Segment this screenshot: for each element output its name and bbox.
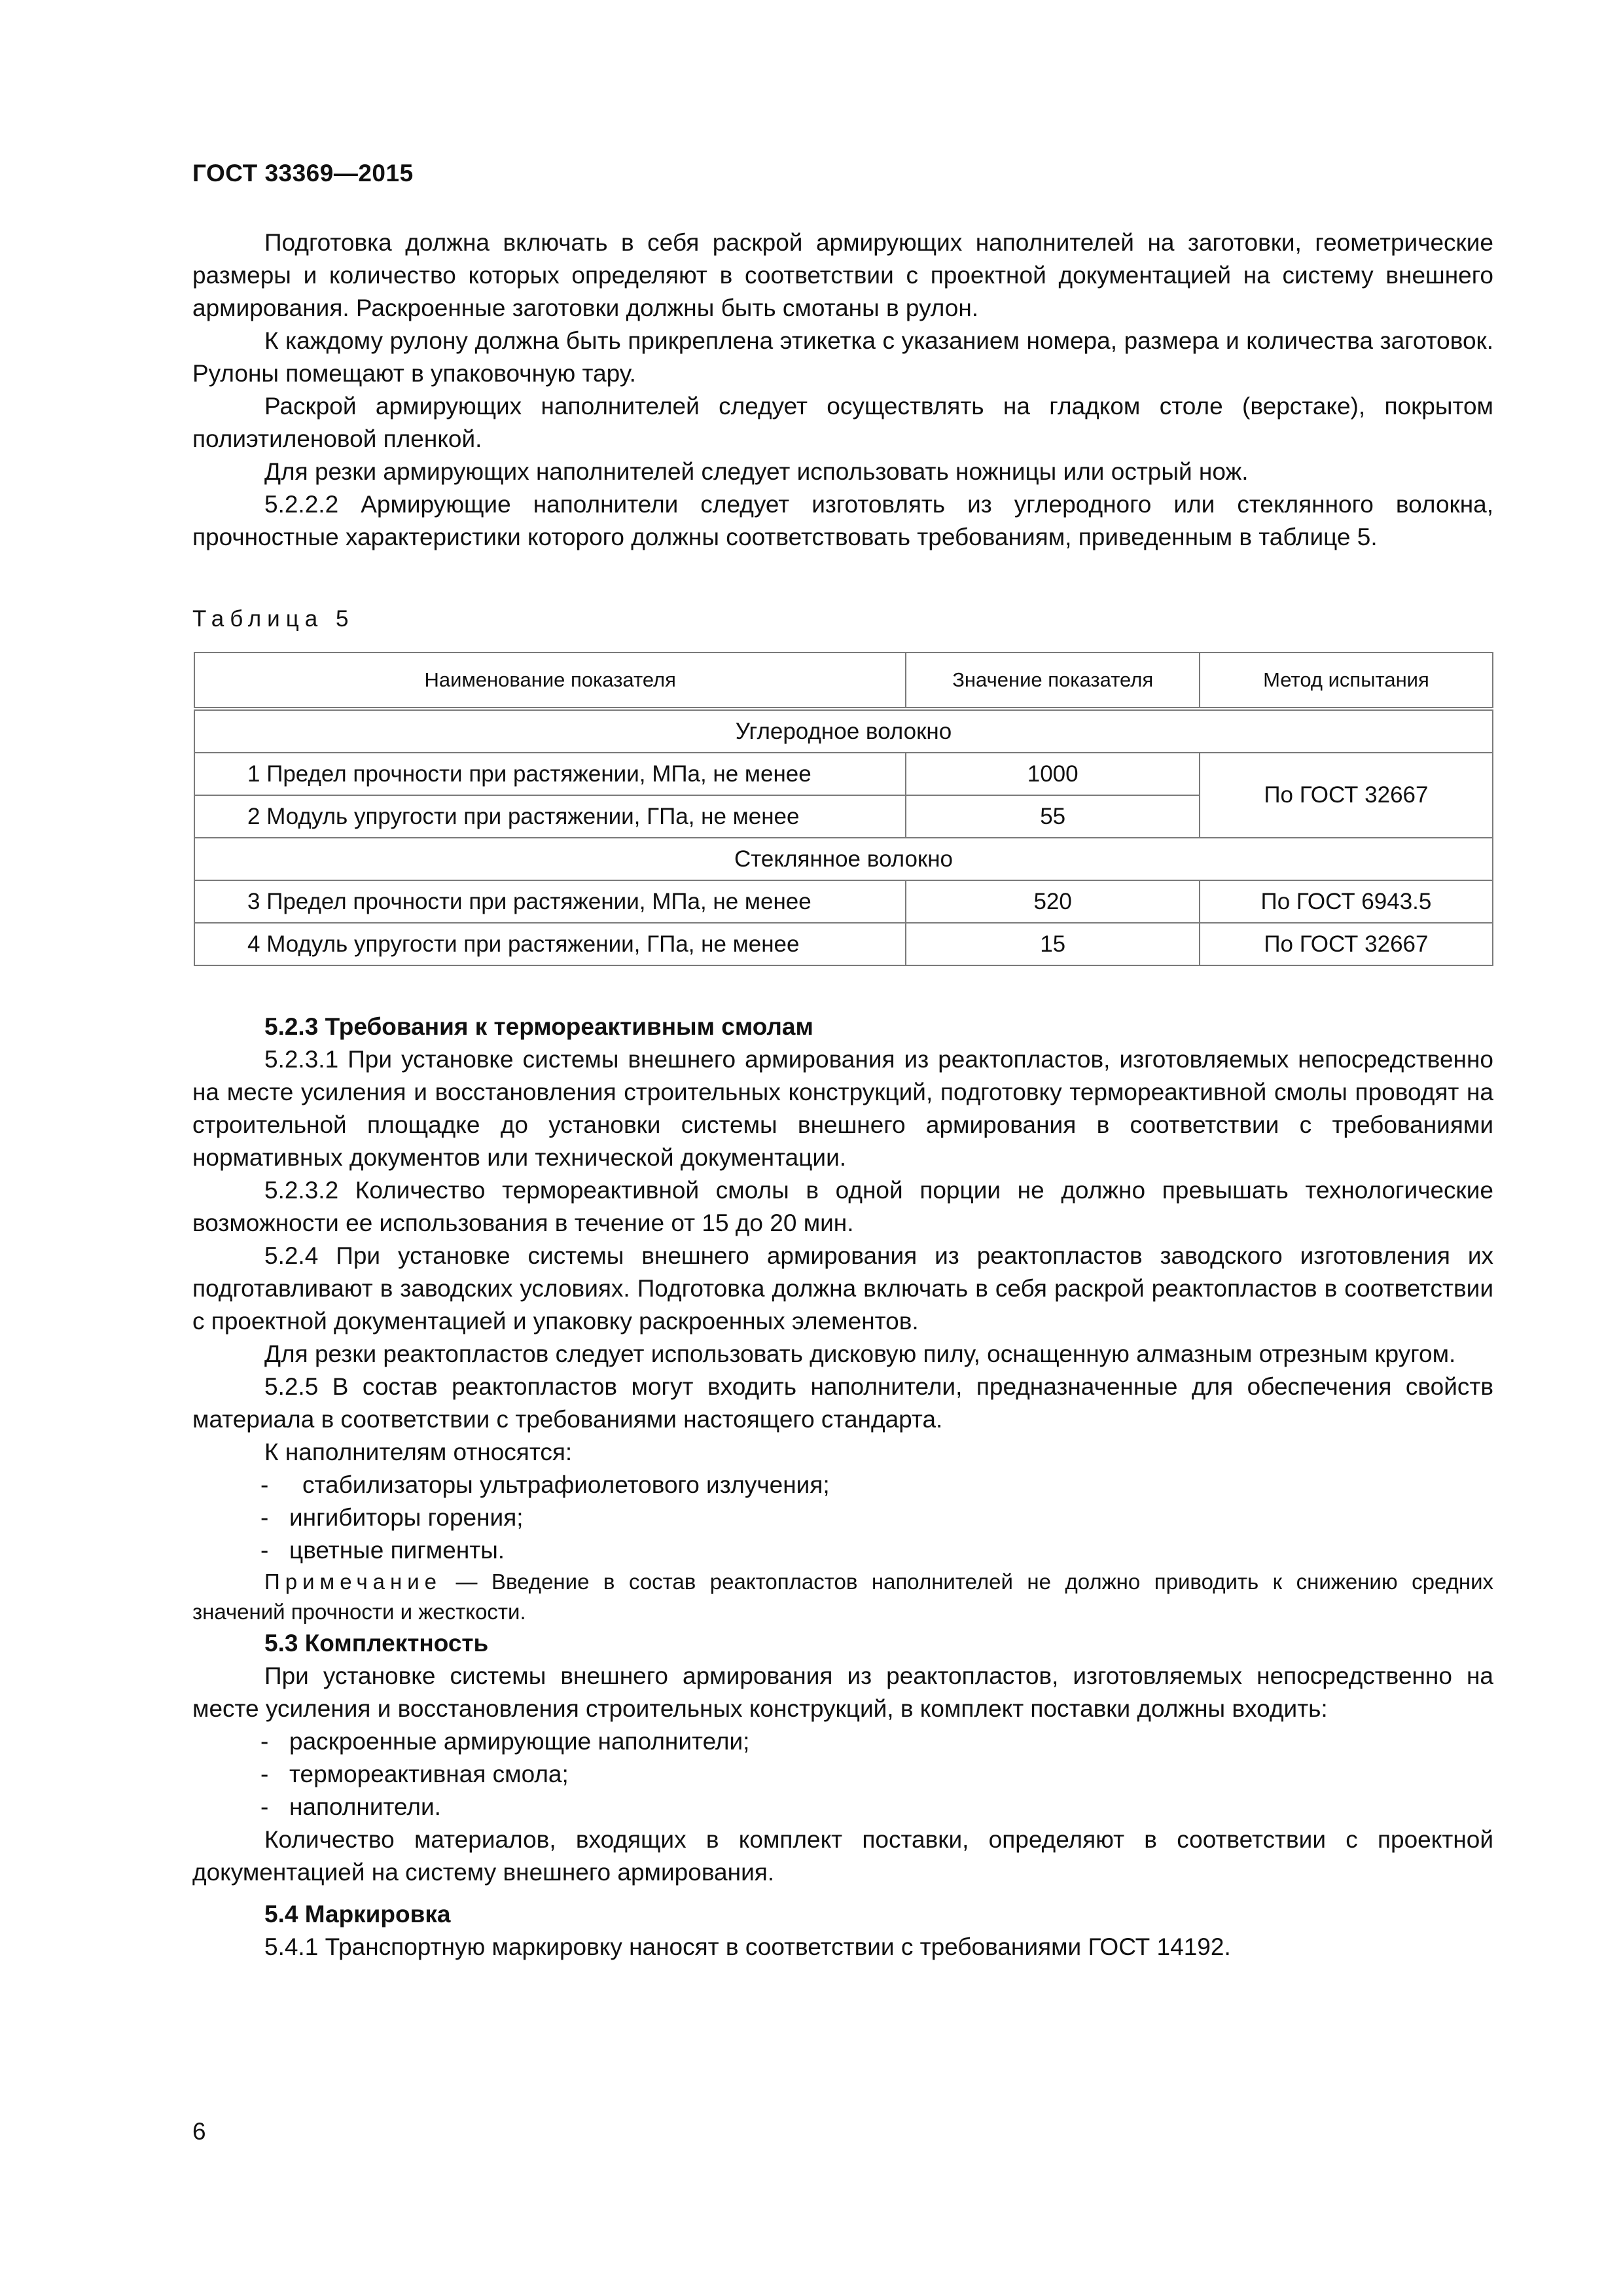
list-dash: - [260, 1793, 269, 1820]
paragraph: 5.4.1 Транспортную маркировку наносят в соответствии с требованиями ГОСТ 14192. [264, 1933, 1231, 1960]
paragraph: Для резки армирующих наполнителей следует использовать ножницы или острый нож. [264, 458, 1249, 485]
document-code-header: ГОСТ 33369—2015 [192, 160, 414, 187]
paragraph: 5.2.2.2 Армирующие наполнители следует изготовлять из углеродного или стеклянного волокна, прочностные характеристики которого должны соответствовать требованиям, приведенным в таблице 5. [192, 491, 1493, 550]
paragraph: К каждому рулону должна быть прикреплена этикетка с указанием номера, размера и количества заготовок. Рулоны помещают в упаковочную тару. [192, 327, 1493, 387]
paragraph: 5.2.3.2 Количество термореактивной смолы в одной порции не должно превышать технологические возможности ее использования в течение от 15 до 20 мин. [192, 1177, 1493, 1236]
page-number: 6 [192, 2118, 206, 2145]
paragraph: Подготовка должна включать в себя раскрой армирующих наполнителей на заготовки, геометрические размеры и количество которых определяют в соответствии с проектной документацией на систему внешнего армирования. Раскроенные заготовки должны быть смотаны в рулон. [192, 229, 1493, 321]
row-name: 4 Модуль упругости при растяжении, ГПа, не менее [194, 923, 906, 965]
list-item [192, 1469, 1493, 1501]
table-group-row [194, 838, 1493, 880]
paragraph: Для резки реактопластов следует использовать дисковую пилу, оснащенную алмазным отрезным кругом. [264, 1340, 1456, 1367]
paragraph: 5.2.3.1 При установке системы внешнего армирования из реактопластов, изготовляемых непосредственно на месте усиления и восстановления строительных конструкций, подготовку термореактивной смолы проводят на строительной площадке до установки системы внешнего армирования в соответствии с требованиями нормативных документов или технической документации. [192, 1046, 1493, 1171]
section-heading-5-4: 5.4 Маркировка [264, 1901, 451, 1928]
paragraph: Раскрой армирующих наполнителей следует осуществлять на гладком столе (верстаке), покрытом полиэтиленовой пленкой. [192, 393, 1493, 452]
note-label: Примечание [264, 1570, 442, 1594]
main-block [192, 1011, 1493, 1964]
paragraph: К наполнителям относятся: [264, 1439, 573, 1465]
paragraph: 5.2.4 При установке системы внешнего армирования из реактопластов заводского изготовления их подготавливают в заводских условиях. Подготовка должна включать в себя раскрой реактопластов в соответствии с проектной документацией и упаковку раскроенных элементов. [192, 1242, 1493, 1335]
intro-block [192, 226, 1493, 554]
list-item [192, 1791, 1493, 1823]
table-row [194, 753, 1493, 795]
row-name: 3 Предел прочности при растяжении, МПа, не менее [194, 880, 906, 923]
paragraph: При установке системы внешнего армирования из реактопластов, изготовляемых непосредственно на месте усиления и восстановления строительных конструкций, в комплект поставки должны входить: [192, 1662, 1493, 1722]
header-cell-method: Метод испытания [1200, 653, 1493, 709]
table-row [194, 880, 1493, 923]
list-item-text: раскроенные армирующие наполнители; [289, 1728, 750, 1755]
requirements-table [194, 652, 1493, 966]
spacer [192, 1889, 1493, 1898]
row-value: 520 [906, 880, 1199, 923]
section-heading-5-3: 5.3 Комплектность [264, 1630, 489, 1657]
note [192, 1567, 1493, 1627]
row-value: 1000 [906, 753, 1199, 795]
section-heading-5-2-3: 5.2.3 Требования к термореактивным смолам [264, 1013, 813, 1040]
row-method: По ГОСТ 6943.5 [1200, 880, 1493, 923]
list-item [192, 1758, 1493, 1791]
table-group-row [194, 709, 1493, 753]
list-item-text: наполнители. [289, 1793, 441, 1820]
group-label-glass: Стеклянное волокно [194, 838, 1493, 880]
note-text: — Введение в состав реактопластов наполнителей не должно приводить к снижению средних значений прочности и жесткости. [192, 1570, 1493, 1624]
table-row [194, 923, 1493, 965]
row-method: По ГОСТ 32667 [1200, 923, 1493, 965]
list-item-text: термореактивная смола; [289, 1761, 569, 1787]
list-dash: - [260, 1761, 269, 1787]
list-item-text: стабилизаторы ультрафиолетового излучения; [302, 1471, 830, 1498]
list-item-text: ингибиторы горения; [289, 1504, 524, 1531]
list-item [192, 1534, 1493, 1567]
row-name: 2 Модуль упругости при растяжении, ГПа, не менее [194, 795, 906, 838]
header-cell-value: Значение показателя [906, 653, 1199, 709]
paragraph: Количество материалов, входящих в комплект поставки, определяют в соответствии с проектной документацией на систему внешнего армирования. [192, 1826, 1493, 1886]
row-method: По ГОСТ 32667 [1200, 753, 1493, 838]
list-item-text: цветные пигменты. [289, 1537, 505, 1564]
header-cell-name: Наименование показателя [194, 653, 906, 709]
row-name: 1 Предел прочности при растяжении, МПа, не менее [194, 753, 906, 795]
table-caption: Таблица 5 [192, 606, 355, 632]
row-value: 15 [906, 923, 1199, 965]
row-value: 55 [906, 795, 1199, 838]
table-header-row [194, 653, 1493, 709]
list-dash: - [260, 1504, 269, 1531]
paragraph: 5.2.5 В состав реактопластов могут входить наполнители, предназначенные для обеспечения свойств материала в соответствии с требованиями настоящего стандарта. [192, 1373, 1493, 1433]
list-dash: - [260, 1471, 269, 1498]
list-item [192, 1725, 1493, 1758]
list-dash: - [260, 1537, 269, 1564]
list-item [192, 1501, 1493, 1534]
group-label-carbon: Углеродное волокно [194, 709, 1493, 753]
list-dash: - [260, 1728, 269, 1755]
